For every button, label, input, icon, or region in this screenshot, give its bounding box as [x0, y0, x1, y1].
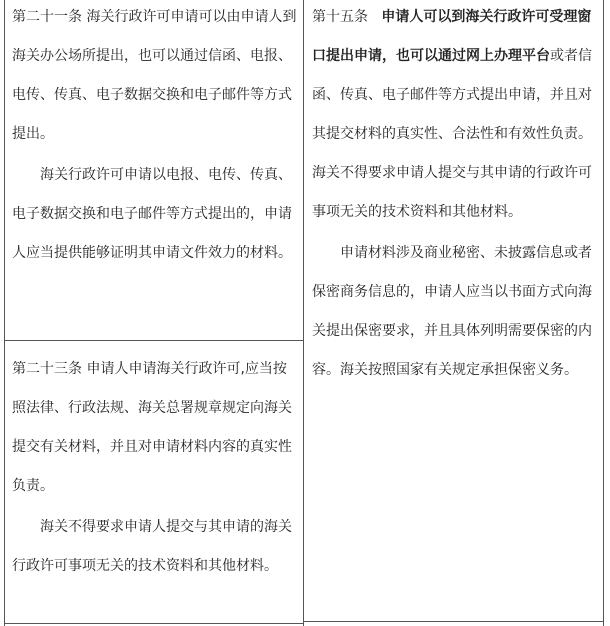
article-15-number: 第十五条: [312, 9, 368, 25]
article-15-rest-text: 或者信函、传真、电子邮件等方式提出申请，并且对其提交材料的真实性、合法性和有效性负责。海关不得要求申请人提交与其申请的行政许可事项无关的技术资料和其他材料。: [312, 48, 592, 220]
left-row-divider: [4, 340, 304, 341]
right-bottom-border: [304, 621, 604, 622]
table-right-border: [603, 0, 604, 626]
right-cell-article-15: [312, 0, 598, 390]
comparison-table: [4, 0, 604, 626]
left-bottom-border: [4, 623, 304, 624]
table-column-divider: [303, 0, 304, 626]
article-15-paragraph-1: [312, 0, 598, 232]
left-cell-article-23: [12, 350, 298, 586]
article-23-paragraph-2: 海关不得要求申请人提交与其申请的海关行政许可事项无关的技术资料和其他材料。: [12, 519, 292, 574]
article-21-paragraph-2: 海关行政许可申请以电报、电传、传真、电子数据交换和电子邮件等方式提出的，申请人应当提供能够证明其申请文件效力的材料。: [12, 167, 292, 261]
article-15-bold-text: 申请人可以到海关行政许可受理窗口提出申请，也可以通过网上办理平台: [312, 9, 592, 64]
article-15-paragraph-2: 申请材料涉及商业秘密、未披露信息或者保密商务信息的，申请人应当以书面方式向海关提出保密要求，并且具体列明需要保密的内容。海关按照国家有关规定承担保密义务。: [312, 245, 592, 378]
left-cell-article-21: [12, 0, 298, 273]
table-left-border: [4, 0, 5, 626]
article-23-paragraph-1: 第二十三条 申请人申请海关行政许可,应当按照法律、行政法规、海关总署规章规定向海关提交有关材料，并且对申请材料内容的真实性负责。: [12, 361, 292, 494]
article-21-paragraph-1: 第二十一条 海关行政许可申请可以由申请人到海关办公场所提出，也可以通过信函、电报、电传、传真、电子数据交换和电子邮件等方式提出。: [12, 9, 297, 142]
